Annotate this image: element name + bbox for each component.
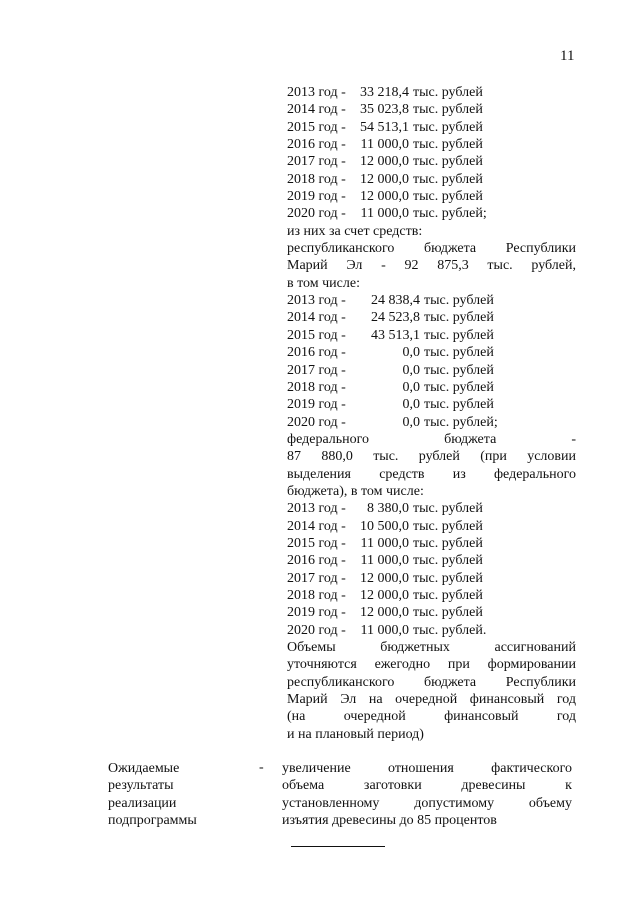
funding-row [287,414,576,431]
unit-label: тыс. рублей [413,171,483,187]
result-line: объема заготовки древесины к [282,778,572,794]
unit-label: тыс. рублей [413,501,483,517]
unit-label: тыс. рублей [413,189,483,205]
result-line: увеличение отношения фактического [282,761,572,776]
unit-label: тыс. рублей [413,85,483,100]
funding-block [287,84,576,743]
amount-value: 12 000,0 [360,605,409,621]
funding-row [287,292,576,309]
funding-row [287,101,576,118]
unit-label: тыс. рублей [424,362,494,378]
amount-value: 10 500,0 [360,518,409,534]
year-label: 2016 год - [287,137,346,153]
label-line: реализации [108,795,177,811]
budget-note [287,639,576,743]
amount-value: 43 513,1 [371,327,420,343]
year-label: 2016 год - [287,553,346,569]
unit-label: тыс. рублей [424,397,494,413]
funding-total-list [287,84,576,223]
of-which-text: из них за счет средств: [287,223,423,239]
amount-value: 0,0 [402,379,420,395]
year-label: 2015 год - [287,535,346,551]
amount-value: 11 000,0 [360,553,409,569]
unit-label: тыс. рублей [413,137,483,153]
funding-row [287,362,576,379]
amount-value: 24 838,4 [371,293,420,309]
funding-row [287,309,576,326]
republican-line-1: республиканского бюджета Республики [287,241,576,257]
amount-value: 0,0 [402,362,420,378]
amount-value: 35 023,8 [360,102,409,118]
year-label: 2017 год - [287,362,346,378]
unit-label: тыс. рублей [413,535,483,551]
year-label: 2019 год - [287,189,346,205]
funding-row [287,327,576,344]
funding-row [287,188,576,205]
expected-results-text [282,760,572,829]
funding-row [287,552,576,569]
unit-label: тыс. рублей [413,119,483,135]
unit-label: тыс. рублей [413,154,483,170]
amount-value: 12 000,0 [360,171,409,187]
amount-value: 24 523,8 [371,310,420,326]
unit-label: тыс. рублей [413,518,483,534]
unit-label: тыс. рублей [424,293,494,309]
unit-label: тыс. рублей [424,345,494,361]
funding-federal-list [287,500,576,639]
page-number: 11 [560,48,575,64]
amount-value: 11 000,0 [360,535,409,551]
federal-line-4: бюджета), в том числе: [287,483,424,499]
result-line: установленному допустимому объему [282,795,572,811]
year-label: 2013 год - [287,85,346,100]
year-label: 2017 год - [287,154,346,170]
funding-row [287,84,576,101]
year-label: 2019 год - [287,605,346,621]
amount-value: 11 000,0 [360,206,409,222]
year-label: 2013 год - [287,501,346,517]
end-rule [291,846,385,847]
republican-line-2: Марий Эл - 92 875,3 тыс. рублей, [287,258,576,274]
note-line: уточняются ежегодно при формировании [287,657,576,673]
unit-label: тыс. рублей; [413,206,487,222]
funding-row [287,587,576,604]
note-line: и на плановый период) [287,726,424,742]
amount-value: 12 000,0 [360,189,409,205]
year-label: 2018 год - [287,587,346,603]
amount-value: 12 000,0 [360,154,409,170]
funding-row [287,119,576,136]
funding-row [287,205,576,222]
year-label: 2015 год - [287,327,346,343]
in-that-number-text: в том числе: [287,275,360,291]
note-line: Марий Эл на очередной финансовый год [287,692,576,708]
label-line: результаты [108,778,174,794]
label-line: Ожидаемые [108,761,180,776]
funding-row [287,500,576,517]
expected-results-dash: - [259,760,264,775]
amount-value: 11 000,0 [360,622,409,638]
amount-value: 8 380,0 [367,501,409,517]
expected-results-label [108,760,218,829]
amount-value: 11 000,0 [360,137,409,153]
year-label: 2014 год - [287,102,346,118]
year-label: 2018 год - [287,379,346,395]
note-line: республиканского бюджета Республики [287,674,576,690]
year-label: 2020 год - [287,414,346,430]
unit-label: тыс. рублей [413,587,483,603]
funding-row [287,622,576,639]
year-label: 2014 год - [287,518,346,534]
amount-value: 33 218,4 [360,85,409,100]
funding-row [287,171,576,188]
funding-row [287,604,576,621]
amount-value: 0,0 [402,397,420,413]
year-label: 2019 год - [287,397,346,413]
result-line: изъятия древесины до 85 процентов [282,813,497,829]
funding-row [287,518,576,535]
amount-value: 0,0 [402,345,420,361]
funding-row [287,535,576,552]
funding-row [287,153,576,170]
unit-label: тыс. рублей [413,605,483,621]
unit-label: тыс. рублей [413,102,483,118]
unit-label: тыс. рублей [424,310,494,326]
year-label: 2020 год - [287,206,346,222]
funding-row [287,396,576,413]
amount-value: 54 513,1 [360,119,409,135]
note-line: Объемы бюджетных ассигнований [287,640,576,655]
unit-label: тыс. рублей [424,327,494,343]
funding-row [287,344,576,361]
funding-row [287,379,576,396]
federal-line-3: выделения средств из федерального [287,466,576,482]
year-label: 2017 год - [287,570,346,586]
funding-republican-list [287,292,576,431]
amount-value: 12 000,0 [360,570,409,586]
federal-line-1: федерального бюджета - [287,431,576,447]
year-label: 2020 год - [287,622,346,638]
year-label: 2014 год - [287,310,346,326]
funding-row [287,136,576,153]
unit-label: тыс. рублей [413,553,483,569]
amount-value: 0,0 [402,414,420,430]
amount-value: 12 000,0 [360,587,409,603]
unit-label: тыс. рублей [413,570,483,586]
year-label: 2016 год - [287,345,346,361]
year-label: 2018 год - [287,171,346,187]
unit-label: тыс. рублей [424,379,494,395]
funding-row [287,570,576,587]
year-label: 2013 год - [287,293,346,309]
year-label: 2015 год - [287,119,346,135]
unit-label: тыс. рублей. [413,622,487,638]
note-line: (на очередной финансовый год [287,709,576,725]
unit-label: тыс. рублей; [424,414,498,430]
federal-line-2: 87 880,0 тыс. рублей (при условии [287,449,576,465]
label-line: подпрограммы [108,813,197,829]
